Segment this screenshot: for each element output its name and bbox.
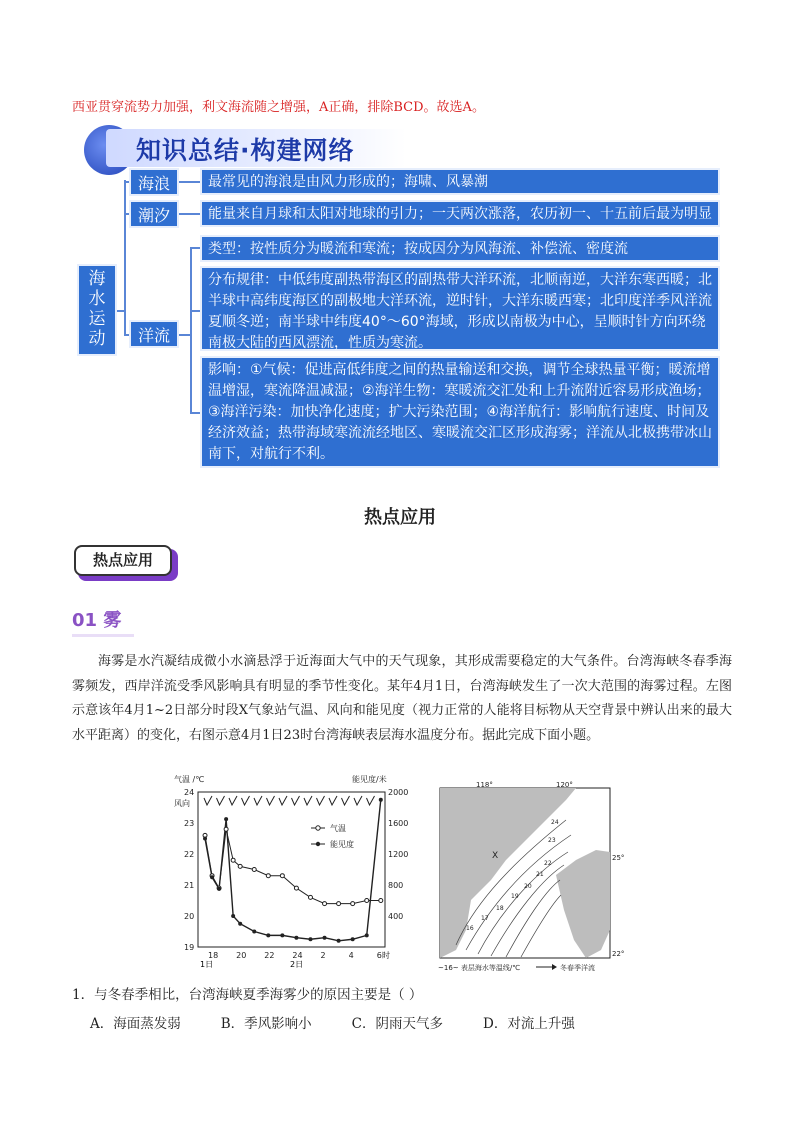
wind-label: 风向	[174, 799, 190, 808]
visibility-point	[203, 837, 207, 841]
visibility-point	[252, 930, 256, 934]
item-current-type: 类型：按性质分为暖流和寒流；按成因分为风海流、补偿流、密度流	[200, 235, 720, 262]
visibility-point	[217, 887, 221, 891]
connector	[178, 334, 190, 336]
temperature-point	[351, 902, 355, 906]
iso-label: 19	[511, 893, 519, 900]
iso-label: 20	[524, 883, 532, 890]
connector	[190, 310, 200, 312]
y-right-tick: 400	[388, 912, 404, 921]
option-d[interactable]: D．对流上升强	[483, 1016, 575, 1032]
y-left-label: 气温 /℃	[174, 775, 205, 784]
category-tide: 潮汐	[129, 200, 179, 228]
legend-vis-marker	[316, 842, 320, 846]
lat-22: 22°	[612, 950, 625, 958]
lat-25: 25°	[612, 854, 625, 862]
connector	[190, 412, 200, 414]
lon-120: 120°	[556, 781, 573, 789]
y-left-tick: 19	[184, 943, 195, 952]
hot-tag	[74, 545, 178, 581]
y-left-tick: 20	[184, 912, 195, 921]
wind-direction-mark	[254, 796, 262, 805]
y-right-tick: 2000	[388, 788, 409, 797]
temperature-point	[379, 899, 383, 903]
connector	[178, 181, 200, 183]
visibility-point	[238, 922, 242, 926]
y-right-tick: 1200	[388, 850, 409, 859]
y-left-tick: 22	[184, 850, 195, 859]
connector	[190, 247, 200, 249]
hot-tag-label: 热点应用	[74, 545, 172, 576]
wind-direction-mark	[292, 796, 300, 805]
day2-label: 2日	[290, 960, 304, 969]
iso-label: 18	[496, 905, 504, 912]
visibility-point	[294, 936, 298, 940]
connector	[178, 213, 200, 215]
x-unit: 时	[382, 951, 390, 960]
visibility-point	[365, 933, 369, 937]
temperature-point	[231, 858, 235, 862]
wind-direction-mark	[217, 796, 225, 805]
wind-direction-mark	[329, 796, 337, 805]
y-left-tick: 24	[184, 788, 195, 797]
visibility-point	[379, 798, 383, 802]
y-right-tick: 1600	[388, 819, 409, 828]
visibility-line	[205, 800, 381, 941]
option-a[interactable]: A．海面蒸发弱	[90, 1016, 181, 1032]
connector	[124, 180, 126, 335]
day1-label: 1日	[200, 960, 214, 969]
temperature-point	[280, 874, 284, 878]
visibility-point	[337, 939, 341, 943]
iso-label: 16	[466, 925, 474, 932]
subsection-underline	[72, 634, 134, 637]
sea-temperature-map	[436, 780, 636, 975]
temperature-point	[266, 874, 270, 878]
x-tick: 20	[236, 951, 247, 960]
question-1: 1．与冬春季相比，台湾海峡夏季海雾少的原因主要是（ ）	[72, 987, 423, 1003]
x-tick: 6	[376, 951, 382, 960]
iso-label: 21	[536, 871, 544, 878]
y-right-label: 能见度/米	[352, 775, 387, 784]
iso-label: 17	[481, 915, 489, 922]
item-tide: 能量来自月球和太阳对地球的引力；一天两次涨落，农历初一、十五前后最为明显	[200, 200, 720, 227]
visibility-point	[210, 875, 214, 879]
wind-direction-mark	[367, 796, 375, 805]
question-stem: 海雾是水汽凝结成微小水滴悬浮于近海面大气中的天气现象，其形成需要稳定的大气条件。台湾海峡冬春季海雾频发，西岸洋流受季风影响具有明显的季节性变化。某年4月1日，台湾海峡发生了一次大范围的海雾过程。左图示意该年4月1~2日部分时段X气象站气温、风向和能见度（视力正常的人能将目标物从天空背景中辨认出来的最大水平距离）的变化，右图示意4月1日23时台湾海峡表层海水温度分布。据此完成下面小题。	[72, 654, 732, 743]
legend-arrowhead	[552, 964, 557, 970]
temperature-point	[323, 902, 327, 906]
banner-title: 知识总结·构建网络	[136, 136, 355, 165]
wind-direction-mark	[342, 796, 350, 805]
visibility-point	[351, 937, 355, 941]
x-tick: 2	[320, 951, 326, 960]
y-right-tick: 800	[388, 881, 404, 890]
section-heading: 热点应用	[364, 507, 436, 528]
y-left-tick: 21	[184, 881, 195, 890]
wind-direction-mark	[279, 796, 287, 805]
lon-118: 118°	[476, 781, 493, 789]
iso-label: 24	[551, 819, 559, 826]
legend-current: 冬春季洋流	[560, 964, 595, 972]
plot-frame	[198, 792, 385, 947]
station-x: X	[492, 851, 499, 861]
knowledge-banner	[84, 125, 404, 167]
connector	[190, 247, 192, 413]
legend-temp: 气温	[330, 824, 346, 833]
weather-chart	[170, 772, 409, 972]
wind-direction-mark	[267, 796, 275, 805]
x-tick: 24	[292, 951, 303, 960]
legend-isotherm: ~16~ 表层海水等温线/℃	[438, 964, 521, 972]
x-tick: 4	[348, 951, 354, 960]
wind-direction-mark	[204, 796, 212, 805]
y-left-tick: 23	[184, 819, 195, 828]
category-wave: 海浪	[129, 168, 179, 196]
temperature-point	[224, 827, 228, 831]
category-current: 洋流	[129, 320, 179, 348]
item-current-effect: 影响：①气候：促进高低纬度之间的热量输送和交换，调节全球热量平衡；暖流增温增湿，寒流降温减湿；②海洋生物：寒暖流交汇处和上升流附近容易形成渔场；③海洋污染：加快净化速度；扩大污染范围；④海洋航行：影响航行速度、时间及经济效益；热带海域寒流流经地区、寒暖流交汇区形成海雾；洋流从北极携带冰山南下，对航行不利。	[200, 356, 720, 468]
temperature-point	[308, 895, 312, 899]
legend-vis: 能见度	[330, 840, 354, 849]
visibility-point	[280, 933, 284, 937]
subsection-title: 01 雾	[72, 610, 122, 631]
wind-direction-mark	[229, 796, 237, 805]
temperature-point	[252, 868, 256, 872]
visibility-point	[266, 933, 270, 937]
visibility-point	[224, 817, 228, 821]
x-tick: 18	[208, 951, 219, 960]
temperature-point	[294, 886, 298, 890]
temperature-point	[337, 902, 341, 906]
legend-temp-marker	[316, 826, 320, 830]
option-b[interactable]: B．季风影响小	[220, 1016, 312, 1032]
iso-label: 22	[544, 860, 552, 867]
wind-direction-mark	[317, 796, 325, 805]
wind-direction-mark	[304, 796, 312, 805]
temperature-point	[365, 899, 369, 903]
item-current-rule: 分布规律：中低纬度副热带海区的副热带大洋环流，北顺南逆，大洋东寒西暖；北半球中高纬度海区的副极地大洋环流，逆时针，大洋东暖西寒；北印度洋季风洋流夏顺冬逆；南半球中纬度40°～60°海域，形成以南极为中心，呈顺时针方向环绕南极大陆的西风漂流，性质为寒流。	[200, 266, 720, 351]
mindmap-root: 海 水 运 动	[77, 264, 117, 356]
x-tick: 22	[264, 951, 275, 960]
visibility-point	[308, 937, 312, 941]
iso-label: 23	[548, 837, 556, 844]
visibility-point	[231, 914, 235, 918]
wind-direction-mark	[354, 796, 362, 805]
item-wave: 最常见的海浪是由风力形成的；海啸、风暴潮	[200, 168, 720, 195]
temperature-point	[238, 864, 242, 868]
answer-explanation: 西亚贯穿流势力加强，利文海流随之增强，A正确，排除BCD。故选A。	[72, 100, 485, 115]
answer-options	[90, 1012, 650, 1032]
option-c[interactable]: C．阴雨天气多	[351, 1016, 444, 1032]
wind-direction-mark	[242, 796, 250, 805]
visibility-point	[323, 936, 327, 940]
